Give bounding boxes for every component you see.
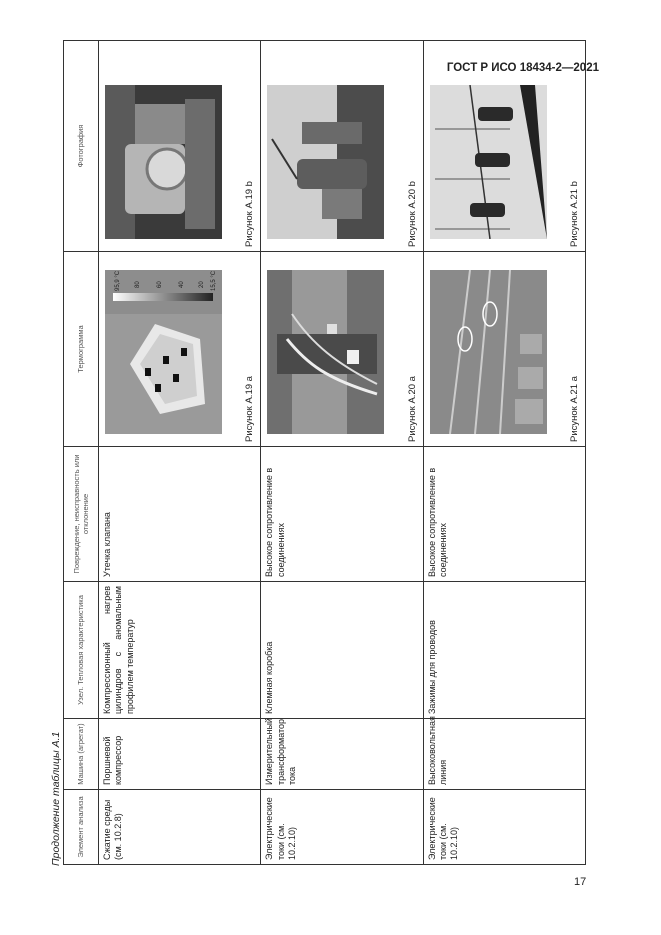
- table-row: [423, 41, 585, 865]
- cell-fault: Высокое сопротивление в соединениях: [261, 447, 423, 582]
- header-machine: Машина (агрегат): [64, 719, 99, 790]
- photo-image: [105, 85, 222, 239]
- table-continuation-label: Продолжение таблицы А.1: [50, 731, 62, 866]
- cell-photo: [99, 41, 261, 252]
- cell-unit: Зажимы для проводов: [423, 582, 585, 719]
- fault-table: [63, 40, 586, 865]
- thermogram-caption: Рисунок А.20 а: [406, 376, 418, 442]
- thermogram-caption: Рисунок А.19 а: [244, 376, 256, 442]
- cell-unit: Компрессионный нагрев цилиндров с аномальным профилем температур: [99, 582, 261, 719]
- cell-fault: Утечка клапана: [99, 447, 261, 582]
- rotated-table-wrapper: [63, 95, 586, 865]
- cell-machine: Измерительный трансформатор тока: [261, 719, 423, 790]
- thermo-scale-tick: 20: [199, 281, 205, 288]
- cell-element: Электрические токи (см. 10.2.10): [423, 790, 585, 865]
- cell-thermogram: [261, 252, 423, 447]
- photo-caption: Рисунок А.21 b: [569, 181, 581, 247]
- table-row: [99, 41, 261, 865]
- cell-element: Сжатие среды (см. 10.2.8): [99, 790, 261, 865]
- header-unit: Узел. Тепловая характеристика: [64, 582, 99, 719]
- cell-fault: Высокое сопротивление в соединениях: [423, 447, 585, 582]
- photo-image: [430, 85, 547, 239]
- cell-machine: Высоковольтная линия: [423, 719, 585, 790]
- table-header-row: [64, 41, 99, 865]
- photo-caption: Рисунок А.19 b: [244, 181, 256, 247]
- thermogram-image: [430, 270, 547, 434]
- page-number: 17: [574, 876, 587, 888]
- thermo-scale-tick: 80: [135, 281, 141, 288]
- header-fault: Повреждение, неисправность или отклонение: [64, 447, 99, 582]
- thermogram-image: [105, 270, 222, 434]
- thermo-scale-top: 95,9 °C: [115, 270, 121, 291]
- header-photo: Фотография: [64, 41, 99, 252]
- thermogram-image: [267, 270, 384, 434]
- table-row: [261, 41, 423, 865]
- header-thermogram: Термограмма: [64, 252, 99, 447]
- thermo-scale-bottom: 15,5 °C: [211, 270, 217, 291]
- cell-thermogram: [99, 252, 261, 447]
- cell-machine: Поршневой компрессор: [99, 719, 261, 790]
- cell-element: Электрические токи (см. 10.2.10): [261, 790, 423, 865]
- standard-number: ГОСТ Р ИСО 18434-2—2021: [446, 62, 599, 74]
- header-element: Элемент анализа: [64, 790, 99, 865]
- thermo-scale-tick: 40: [179, 281, 185, 288]
- thermogram-caption: Рисунок А.21 а: [569, 376, 581, 442]
- photo-caption: Рисунок А.20 b: [406, 181, 418, 247]
- cell-photo: [261, 41, 423, 252]
- cell-photo: [423, 41, 585, 252]
- photo-image: [267, 85, 384, 239]
- cell-thermogram: [423, 252, 585, 447]
- thermo-scale-tick: 60: [157, 281, 163, 288]
- cell-unit: Клемная коробка: [261, 582, 423, 719]
